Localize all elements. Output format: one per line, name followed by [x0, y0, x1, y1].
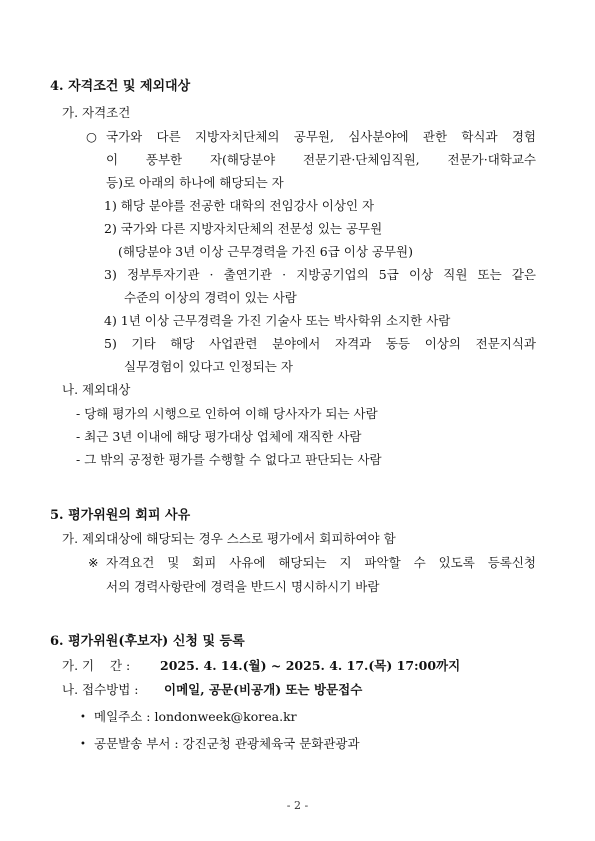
- qualification-intro-line-1: 국가와 다른 지방자치단체의 공무원, 심사분야에 관한 학식과 경험: [106, 129, 536, 144]
- section-4-subheading-ga: 가. 자격조건: [62, 105, 131, 120]
- qualification-item-continuation: 실무경험이 있다고 인정되는 자: [124, 359, 293, 374]
- section-5-heading: 5. 평가위원의 회피 사유: [50, 508, 191, 523]
- note-line-1: 자격요건 및 회피 사유에 해당되는 지 파악할 수 있도록 등록신청: [106, 555, 536, 570]
- qualification-intro-line-2: 이 풍부한 자(해당분야 전문기관·단체임직원, 전문가·대학교수: [106, 152, 536, 167]
- bullet-dot-icon: •: [80, 712, 86, 723]
- qualification-item-continuation: (해당분야 3년 이상 근무경력을 가진 6급 이상 공무원): [118, 244, 413, 259]
- section-5-subheading-ga: 가. 제외대상에 해당되는 경우 스스로 평가에서 회피하여야 함: [62, 531, 396, 546]
- section-6-heading: 6. 평가위원(후보자) 신청 및 등록: [50, 634, 245, 649]
- exclusion-item: - 당해 평가의 시행으로 인하여 이해 당사자가 되는 사람: [76, 406, 378, 421]
- qualification-item: 1) 해당 분야를 전공한 대학의 전임강사 이상인 자: [104, 198, 375, 213]
- qualification-item: 2) 국가와 다른 지방자치단체의 전문성 있는 공무원: [104, 221, 383, 236]
- bullet-dot-icon: •: [80, 739, 86, 750]
- email-address[interactable]: 메일주소 : londonweek@korea.kr: [94, 709, 297, 724]
- qualification-item: 4) 1년 이상 근무경력을 가진 기술사 또는 박사학위 소지한 사람: [104, 313, 451, 328]
- qualification-item-continuation: 수준의 이상의 경력이 있는 사람: [124, 290, 297, 305]
- section-4-subheading-na: 나. 제외대상: [62, 382, 131, 397]
- exclusion-item: - 최근 3년 이내에 해당 평가대상 업체에 재직한 사람: [76, 429, 362, 444]
- circle-bullet-icon: ○: [86, 129, 97, 144]
- qualification-item: 3) 정부투자기관 · 출연기관 · 지방공기업의 5급 이상 직원 또는 같은: [104, 267, 536, 282]
- method-value: 이메일, 공문(비공개) 또는 방문접수: [164, 682, 363, 697]
- page-number: - 2 -: [286, 799, 309, 812]
- period-label: 가. 기 간 :: [62, 658, 131, 673]
- method-label: 나. 접수방법 :: [62, 682, 139, 697]
- note-mark-icon: ※: [88, 555, 99, 570]
- qualification-item: 5) 기타 해당 사업관련 분야에서 자격과 동등 이상의 전문지식과: [104, 336, 536, 351]
- department-info: 공문발송 부서 : 강진군청 관광체육국 문화관광과: [94, 736, 360, 751]
- period-value: 2025. 4. 14.(월) ~ 2025. 4. 17.(목) 17:00까지: [160, 658, 461, 673]
- note-line-2: 서의 경력사항란에 경력을 반드시 명시하시기 바람: [106, 579, 380, 594]
- section-4-heading: 4. 자격조건 및 제외대상: [50, 79, 191, 94]
- exclusion-item: - 그 밖의 공정한 평가를 수행할 수 없다고 판단되는 사람: [76, 452, 382, 467]
- qualification-intro-line-3: 등)로 아래의 하나에 해당되는 자: [106, 175, 284, 190]
